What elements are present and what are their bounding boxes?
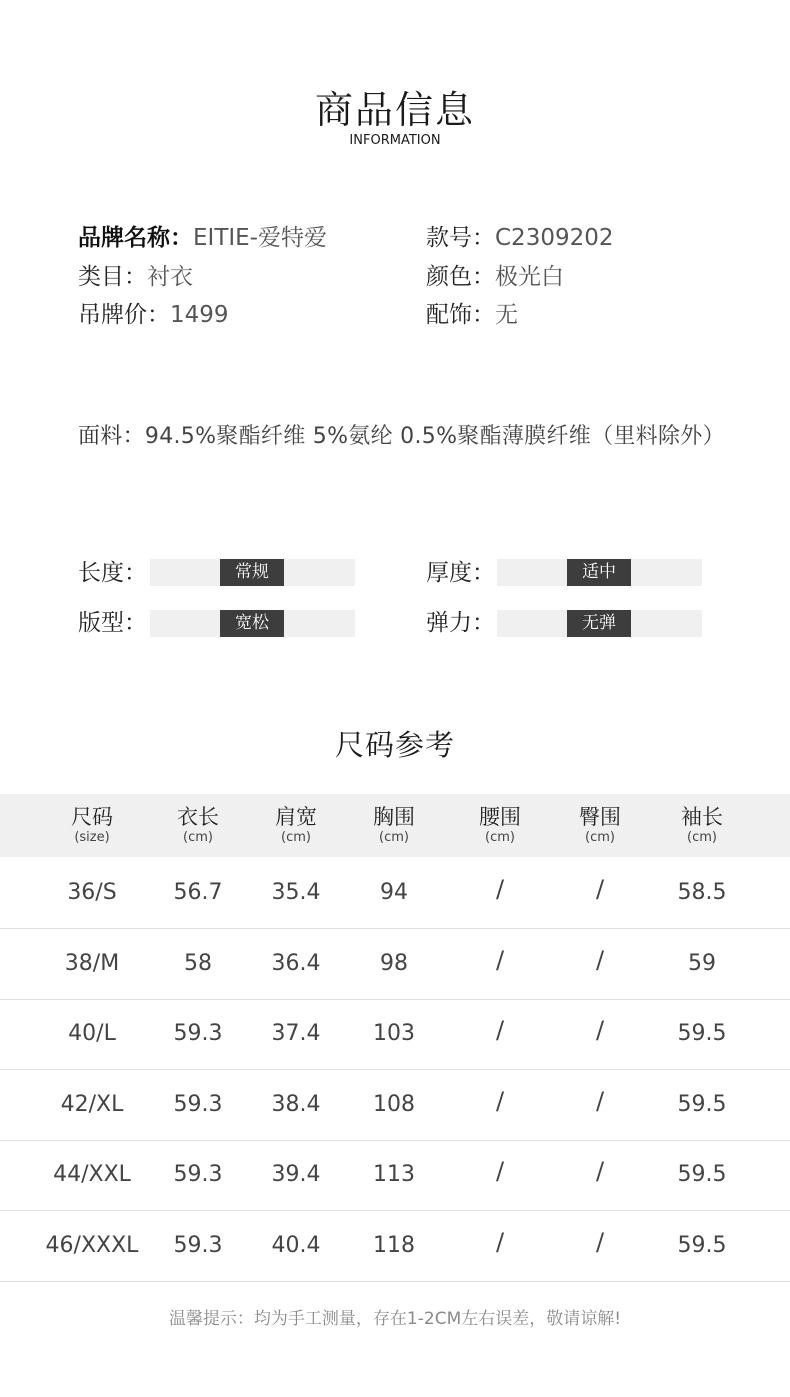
table-cell: 59.3: [173, 1092, 223, 1117]
table-cell: 59.3: [173, 1162, 223, 1187]
attr-fit-scale: [150, 610, 355, 637]
table-cell: 118: [373, 1233, 415, 1258]
table-row: [0, 1211, 790, 1282]
info-category-label: 类目：: [78, 264, 147, 290]
info-accessory-value: 无: [495, 302, 518, 328]
info-brand: [78, 223, 327, 253]
column-header-shoulder: [246, 804, 346, 846]
info-tag-price: [78, 300, 229, 330]
table-cell: 59: [688, 951, 716, 976]
table-cell: 59.3: [173, 1233, 223, 1258]
info-accessory: [426, 300, 518, 330]
table-cell: /: [495, 1157, 505, 1185]
info-style-no-label: 款号：: [426, 225, 495, 251]
table-cell: 94: [380, 880, 408, 905]
material-info: [78, 422, 725, 452]
info-color: [426, 262, 564, 292]
table-cell: /: [595, 946, 605, 974]
table-cell: 59.5: [677, 1162, 727, 1187]
attr-elasticity-scale: [497, 610, 702, 637]
column-header-unit: (size): [74, 830, 110, 845]
table-row: [0, 1140, 790, 1211]
attr-length-scale: [150, 559, 355, 586]
attr-thickness-label: 厚度：: [426, 560, 495, 586]
table-cell: 36/S: [67, 880, 117, 905]
column-header-hip: [550, 804, 650, 846]
material-label: 面料：: [78, 424, 145, 449]
table-cell: 37.4: [271, 1021, 321, 1046]
info-brand-label: 品牌名称：: [78, 225, 193, 251]
table-cell: /: [595, 1087, 605, 1115]
column-header-chest: [344, 804, 444, 846]
info-color-label: 颜色：: [426, 264, 495, 290]
table-row: [0, 929, 790, 1000]
size-table-header: [0, 794, 790, 857]
table-cell: /: [495, 1016, 505, 1044]
info-accessory-label: 配饰：: [426, 302, 495, 328]
table-cell: 59.5: [677, 1233, 727, 1258]
table-cell: /: [495, 1228, 505, 1256]
table-cell: 39.4: [271, 1162, 321, 1187]
info-category: [78, 262, 193, 292]
table-cell: 35.4: [271, 880, 321, 905]
table-cell: 108: [373, 1092, 415, 1117]
section-title-information: 商品信息: [314, 88, 475, 132]
column-header-name: 尺码: [71, 805, 113, 829]
info-tag-price-label: 吊牌价：: [78, 302, 170, 328]
table-cell: /: [595, 875, 605, 903]
column-header-unit: (cm): [281, 830, 311, 845]
measurement-note: 温馨提示：均为手工测量，存在1-2CM左右误差，敬请谅解!: [168, 1309, 622, 1329]
table-cell: 46/XXXL: [45, 1233, 139, 1258]
section-subtitle-information: INFORMATION: [349, 133, 441, 148]
table-cell: 58.5: [677, 880, 727, 905]
column-header-unit: (cm): [379, 830, 409, 845]
table-cell: 42/XL: [60, 1092, 124, 1117]
attr-length-value: 常规: [220, 559, 284, 586]
column-header-length: [148, 804, 248, 846]
column-header-name: 袖长: [681, 805, 723, 829]
info-brand-value: EITIE-爱特爱: [193, 225, 327, 251]
material-value: 94.5%聚酯纤维 5%氨纶 0.5%聚酯薄膜纤维（里料除外）: [144, 424, 725, 449]
attr-elasticity-label: 弹力：: [426, 610, 495, 636]
size-chart-title: 尺码参考: [334, 728, 455, 762]
table-cell: 98: [380, 951, 408, 976]
column-header-sleeve: [652, 804, 752, 846]
table-row: [0, 1070, 790, 1141]
column-header-name: 衣长: [177, 805, 219, 829]
attr-thickness-scale: [497, 559, 702, 586]
table-cell: 40/L: [68, 1021, 116, 1046]
table-cell: 58: [184, 951, 212, 976]
table-cell: 113: [373, 1162, 415, 1187]
table-cell: 59.5: [677, 1092, 727, 1117]
table-cell: 38/M: [64, 951, 120, 976]
table-cell: 44/XXL: [53, 1162, 131, 1187]
table-cell: /: [595, 1157, 605, 1185]
table-cell: /: [595, 1228, 605, 1256]
table-cell: /: [495, 1087, 505, 1115]
info-category-value: 衬衣: [147, 264, 193, 290]
table-cell: 103: [373, 1021, 415, 1046]
column-header-name: 腰围: [479, 805, 521, 829]
table-row: [0, 858, 790, 929]
attr-length-label: 长度：: [78, 560, 147, 586]
table-cell: /: [495, 875, 505, 903]
table-cell: /: [495, 946, 505, 974]
info-style-no: [426, 223, 614, 253]
column-header-unit: (cm): [585, 830, 615, 845]
column-header-name: 肩宽: [275, 805, 317, 829]
attr-fit-label: 版型：: [78, 610, 147, 636]
table-row: [0, 999, 790, 1070]
column-header-name: 臀围: [579, 805, 621, 829]
column-header-unit: (cm): [687, 830, 717, 845]
table-cell: 36.4: [271, 951, 321, 976]
table-cell: 59.5: [677, 1021, 727, 1046]
info-style-no-value: C2309202: [495, 225, 614, 251]
column-header-size: [42, 804, 142, 846]
table-cell: /: [595, 1016, 605, 1044]
table-cell: 59.3: [173, 1021, 223, 1046]
column-header-unit: (cm): [183, 830, 213, 845]
column-header-unit: (cm): [485, 830, 515, 845]
column-header-name: 胸围: [373, 805, 415, 829]
column-header-waist: [450, 804, 550, 846]
table-cell: 56.7: [173, 880, 223, 905]
attr-fit-value: 宽松: [220, 610, 284, 637]
table-cell: 40.4: [271, 1233, 321, 1258]
attr-thickness-value: 适中: [567, 559, 631, 586]
table-cell: 38.4: [271, 1092, 321, 1117]
info-color-value: 极光白: [495, 264, 564, 290]
attr-elasticity-value: 无弹: [567, 610, 631, 637]
info-tag-price-value: 1499: [170, 302, 229, 328]
